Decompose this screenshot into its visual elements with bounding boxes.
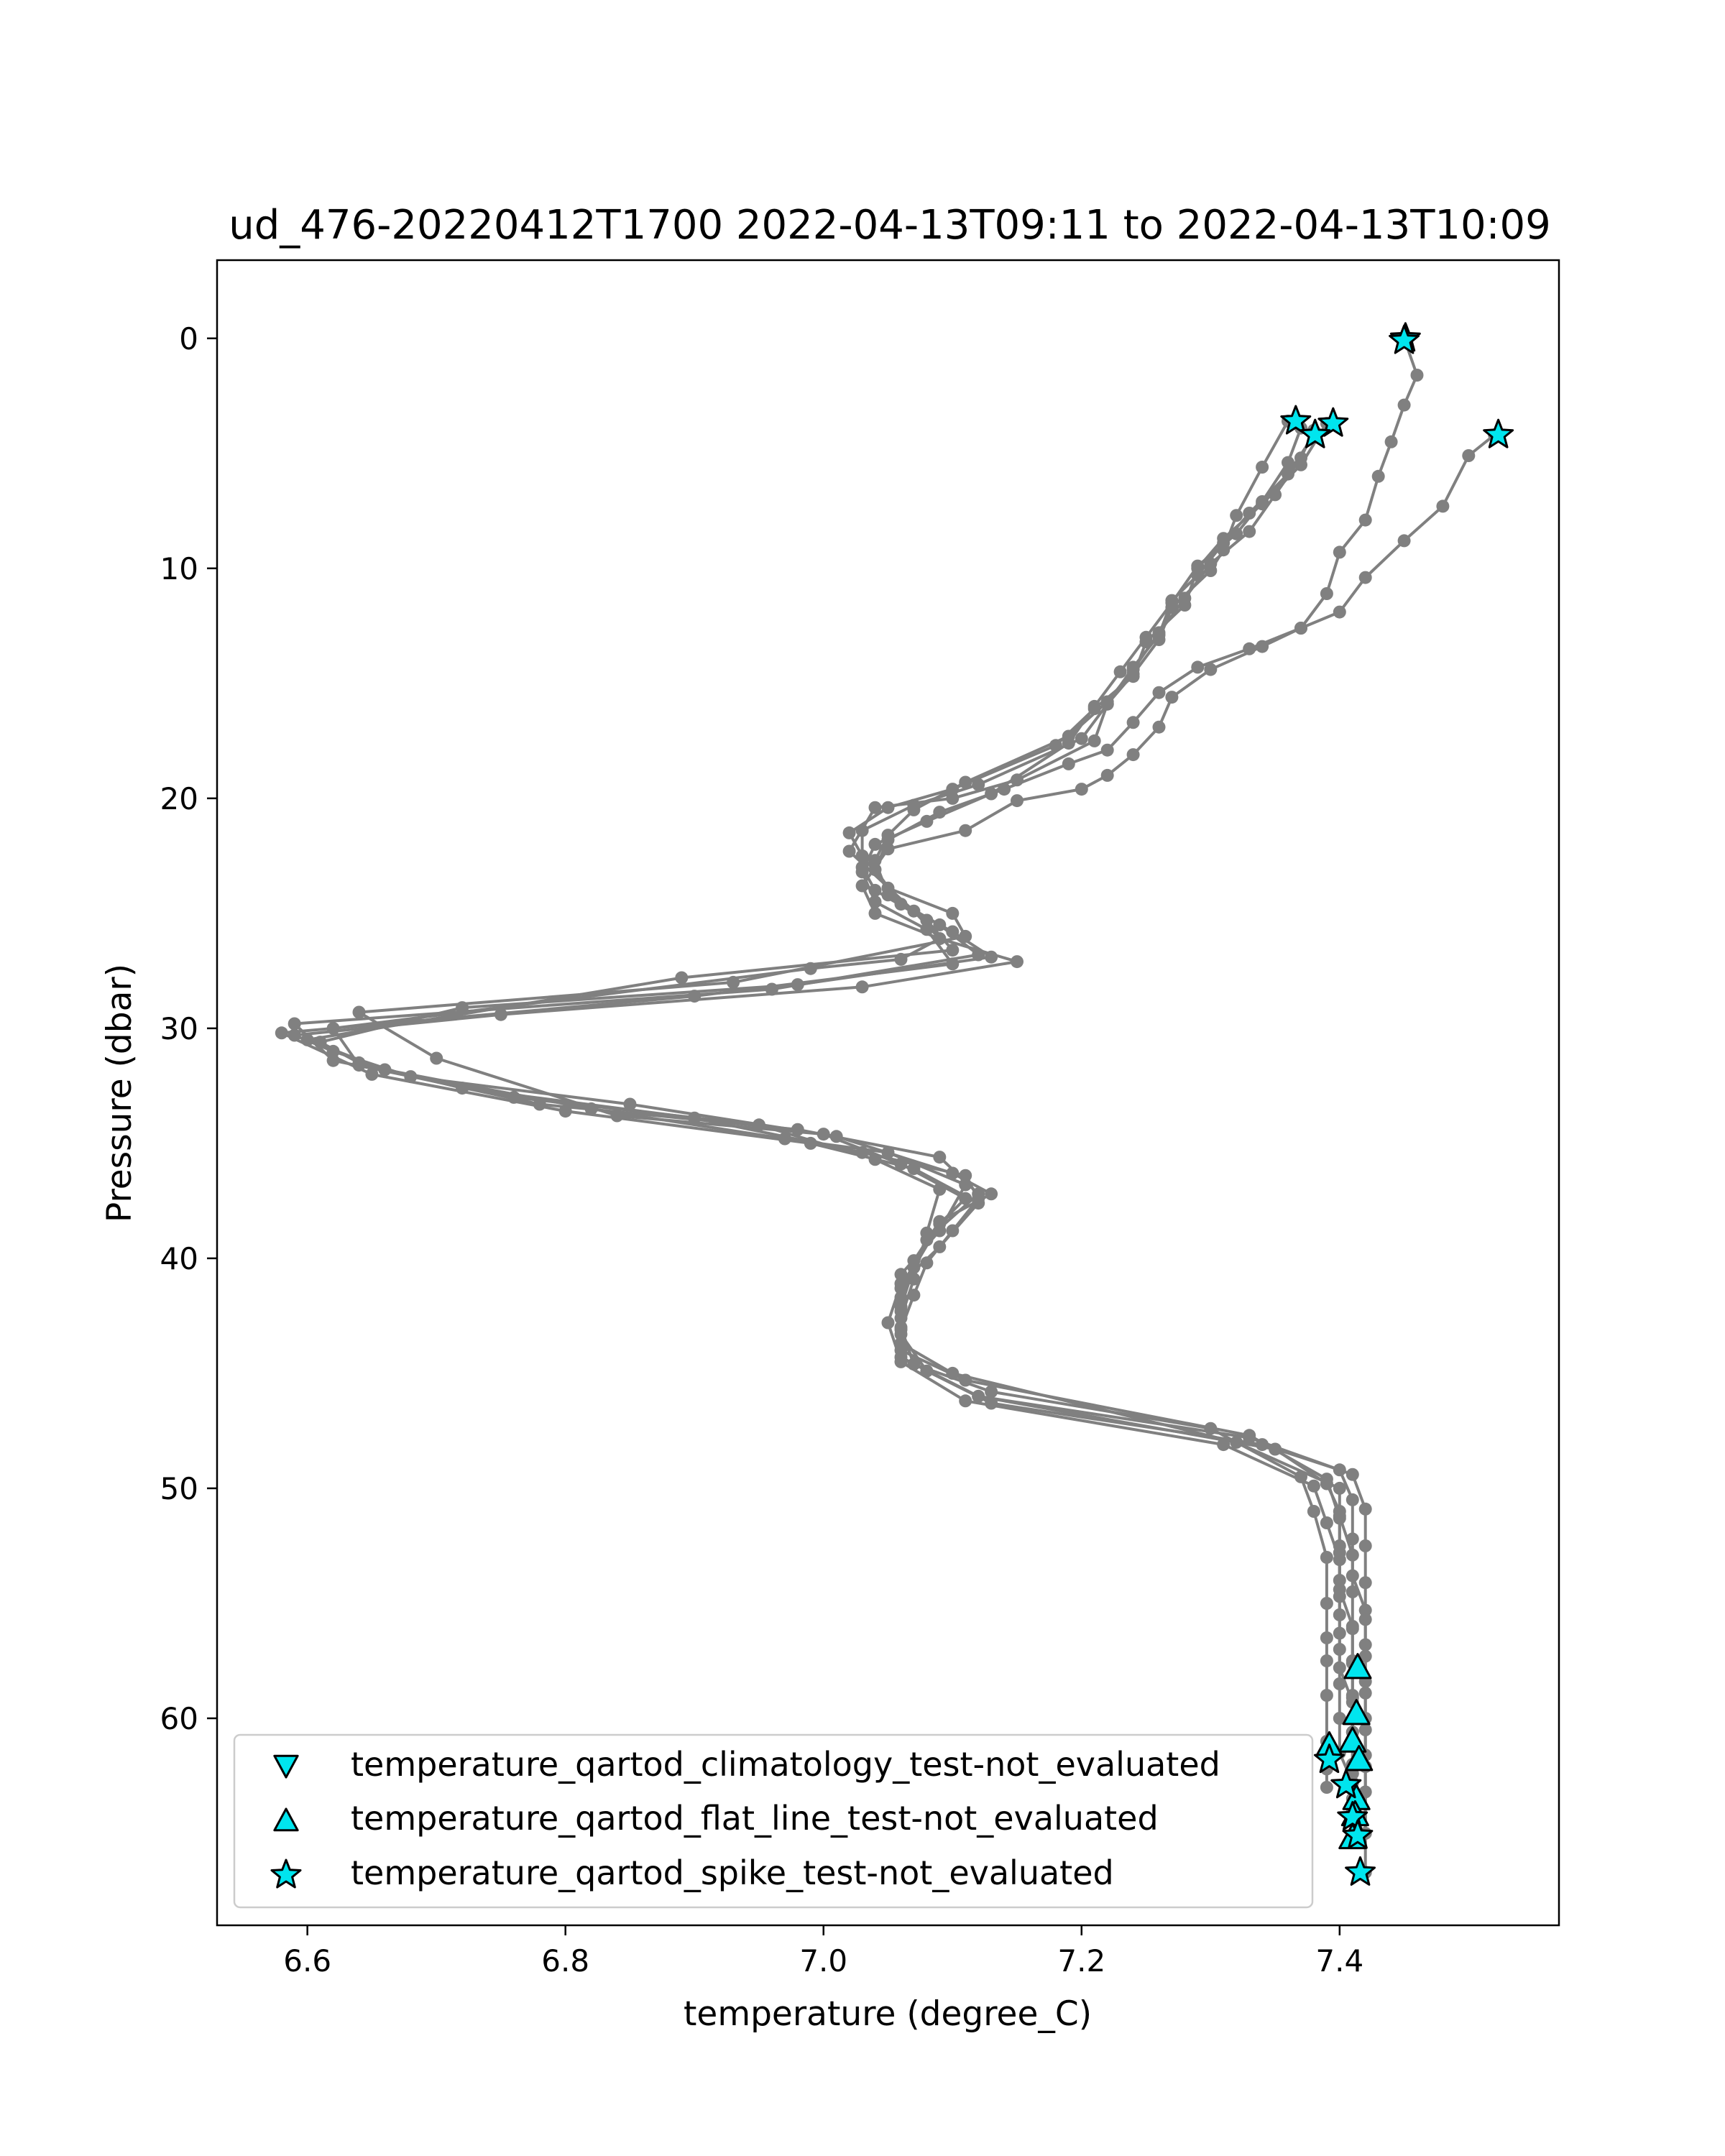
x-axis-label: temperature (degree_C): [683, 1994, 1092, 2034]
x-tick-label: 6.8: [541, 1943, 590, 1978]
profile-point: [895, 898, 908, 911]
profile-point: [1127, 748, 1140, 761]
profile-point: [288, 1029, 301, 1042]
y-tick-label: 60: [160, 1700, 198, 1736]
profile-point: [1153, 686, 1166, 699]
profile-point: [1011, 794, 1024, 807]
profile-point: [1359, 1503, 1372, 1516]
profile-point: [856, 880, 869, 893]
profile-point: [1346, 1468, 1359, 1481]
profile-point: [972, 1192, 985, 1205]
legend-label-climatology: temperature_qartod_climatology_test-not_evaluated: [351, 1745, 1220, 1784]
profile-point: [611, 1110, 624, 1123]
profile-point: [920, 1256, 933, 1269]
profile-point: [1462, 449, 1475, 462]
profile-point: [1333, 1505, 1346, 1518]
profile-point: [895, 1323, 908, 1336]
profile-point: [494, 1008, 507, 1021]
profile-point: [1320, 1516, 1333, 1529]
profile-point: [1075, 783, 1088, 796]
profile-point: [907, 803, 920, 816]
profile-point: [1359, 1539, 1372, 1552]
profile-point: [972, 1390, 985, 1403]
profile-point: [1320, 1689, 1333, 1702]
profile-point: [946, 944, 959, 957]
profile-point: [1372, 470, 1385, 483]
profile-point: [959, 1169, 972, 1182]
legend: [234, 1735, 1312, 1907]
profile-point: [559, 1105, 572, 1118]
profile-point: [882, 1317, 895, 1330]
profile-point: [1320, 587, 1333, 600]
profile-point: [1230, 509, 1243, 522]
profile-point: [1320, 1631, 1333, 1644]
profile-point: [1088, 734, 1101, 747]
legend-label-flat-line: temperature_qartod_flat_line_test-not_evaluated: [351, 1799, 1159, 1838]
profile-point: [856, 1146, 869, 1159]
profile-point: [430, 1052, 443, 1065]
profile-point: [791, 978, 804, 991]
profile-point: [933, 806, 946, 819]
profile-point: [1178, 591, 1191, 604]
profile-point: [1359, 571, 1372, 584]
profile-point: [1320, 1551, 1333, 1564]
profile-point: [1243, 642, 1256, 655]
profile-point: [288, 1018, 301, 1031]
profile-point: [1436, 499, 1449, 512]
profile-point: [1333, 1590, 1346, 1603]
profile-point: [1243, 525, 1256, 538]
profile-point: [869, 838, 882, 851]
profile-point: [946, 926, 959, 939]
y-tick-label: 30: [160, 1010, 198, 1046]
profile-point: [675, 972, 688, 985]
profile-point: [959, 776, 972, 789]
profile-point: [933, 1215, 946, 1228]
profile-point: [882, 834, 895, 847]
profile-point: [1127, 663, 1140, 676]
profile-point: [1165, 691, 1178, 704]
profile-point: [1359, 1687, 1372, 1700]
profile-point: [1294, 622, 1307, 635]
chart-title: ud_476-20220412T1700 2022-04-13T09:11 to 2022-04-13T10:09: [229, 202, 1551, 249]
profile-point: [688, 1112, 701, 1125]
profile-point: [1320, 1781, 1333, 1794]
profile-point: [1411, 369, 1424, 382]
profile-point: [1191, 560, 1204, 573]
profile-point: [1320, 1597, 1333, 1610]
profile-point: [907, 1254, 920, 1267]
y-tick-label: 40: [160, 1240, 198, 1276]
profile-point: [856, 980, 869, 993]
profile-point: [1011, 955, 1024, 968]
profile-point: [1346, 1493, 1359, 1506]
profile-point: [275, 1026, 288, 1039]
profile-point: [1243, 1432, 1256, 1445]
legend-label-spike: temperature_qartod_spike_test-not_evaluated: [351, 1853, 1114, 1892]
profile-point: [1282, 456, 1294, 469]
profile-point: [1153, 721, 1166, 734]
profile-point: [727, 976, 740, 989]
y-tick-label: 10: [160, 550, 198, 586]
profile-point: [1346, 1622, 1359, 1635]
profile-point: [959, 1394, 972, 1407]
profile-point: [314, 1036, 327, 1049]
y-axis-label: Pressure (dbar): [100, 963, 139, 1223]
profile-point: [1359, 514, 1372, 527]
profile-point: [895, 1355, 908, 1368]
profile-point: [1075, 732, 1088, 745]
profile-point: [1062, 737, 1075, 750]
profile-point: [959, 824, 972, 837]
profile-point: [1346, 1532, 1359, 1545]
profile-point: [1191, 660, 1204, 673]
profile-point: [1333, 545, 1346, 558]
profile-point: [1101, 769, 1114, 782]
profile-point: [1333, 1627, 1346, 1640]
profile-point: [1333, 1553, 1346, 1566]
profile-point: [1101, 744, 1114, 757]
profile-point: [1127, 716, 1140, 729]
profile-point: [1359, 1723, 1372, 1736]
profile-point: [830, 1130, 843, 1143]
y-tick-label: 0: [179, 321, 198, 356]
profile-point: [1230, 528, 1243, 540]
y-tick-label: 20: [160, 780, 198, 816]
profile-point: [1359, 1576, 1372, 1589]
x-tick-label: 7.0: [799, 1943, 848, 1978]
profile-point: [856, 865, 869, 878]
profile-point: [365, 1068, 378, 1081]
profile-point: [882, 801, 895, 814]
profile-point: [1140, 631, 1153, 644]
profile-point: [1062, 757, 1075, 770]
profile-point: [353, 1056, 366, 1069]
profile-point: [1359, 1613, 1372, 1626]
profile-point: [1385, 436, 1398, 448]
profile-point: [1346, 1570, 1359, 1583]
y-tick-label: 50: [160, 1470, 198, 1506]
profile-point: [456, 1082, 469, 1095]
profile-point: [1307, 1505, 1320, 1518]
profile-point: [946, 1367, 959, 1380]
profile-point: [1088, 700, 1101, 713]
profile-point: [1398, 399, 1411, 412]
profile-point: [1294, 451, 1307, 464]
profile-point: [1320, 1654, 1333, 1667]
profile-point: [1398, 534, 1411, 547]
profile-point: [1256, 495, 1269, 508]
profile-point: [1307, 1480, 1320, 1493]
x-tick-label: 6.6: [283, 1943, 332, 1978]
profile-point: [985, 951, 998, 964]
profile-point: [998, 783, 1011, 796]
profile-point: [933, 932, 946, 945]
profile-point: [895, 1291, 908, 1304]
x-tick-label: 7.4: [1315, 1943, 1364, 1978]
profile-point: [946, 907, 959, 920]
profile-point: [843, 845, 856, 858]
profile-point: [1320, 1478, 1333, 1491]
profile-point: [1256, 461, 1269, 474]
profile-point: [843, 826, 856, 839]
profile-point: [456, 1001, 469, 1014]
profile-point: [869, 863, 882, 876]
profile-point: [1333, 1662, 1346, 1674]
profile-point: [946, 1225, 959, 1238]
profile-point: [1114, 665, 1127, 678]
x-tick-label: 7.2: [1057, 1943, 1106, 1978]
profile-point: [869, 907, 882, 920]
profile-point: [907, 1289, 920, 1302]
profile-point: [907, 1358, 920, 1370]
profile-point: [933, 1151, 946, 1164]
profile-point: [1165, 596, 1178, 609]
profile-point: [1333, 606, 1346, 619]
profile-point: [353, 1006, 366, 1019]
profile-point: [985, 1187, 998, 1200]
